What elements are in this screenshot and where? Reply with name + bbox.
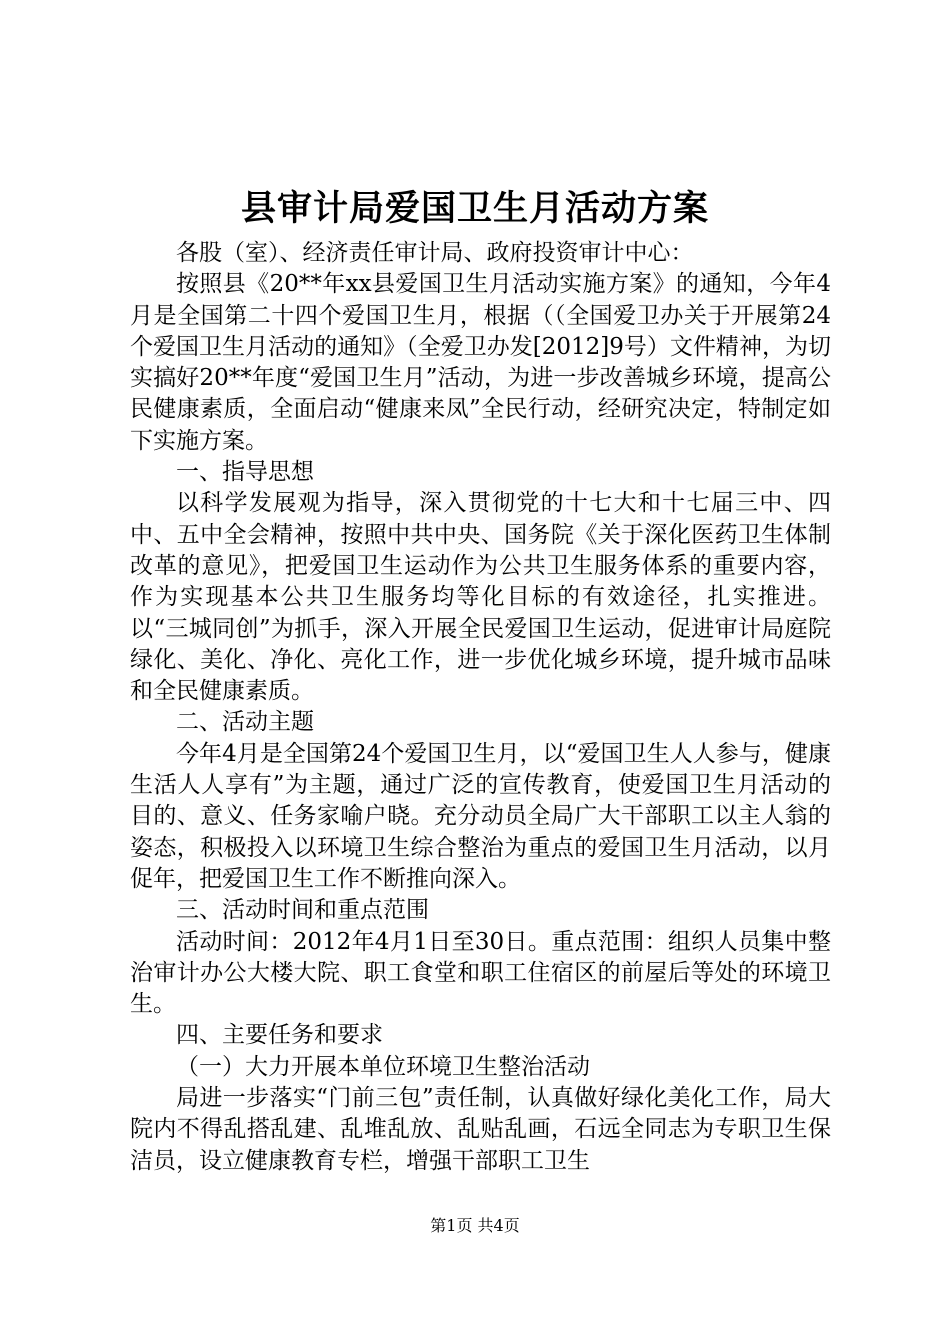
section-heading-4: 四、主要任务和要求 — [176, 1022, 383, 1049]
section-2-paragraph: 今年4月是全国第24个爱国卫生月，以“爱国卫生人人参与，健康生活人人享有”为主题，通过广泛的宣传教育，使爱国卫生月活动的目的、意义、任务家喻户晓。充分动员全局广大干部职工以主人翁的姿态，积极投入以环境卫生综合整治为重点的爱国卫生月活动，以月促年，把爱国卫生工作不断推向深入。 — [130, 740, 831, 892]
subsection-4-1-paragraph: 局进一步落实“门前三包”责任制，认真做好绿化美化工作，局大院内不得乱搭乱建、乱堆乱放、乱贴乱画，石远全同志为专职卫生保洁员，设立健康教育专栏，增强干部职工卫生 — [130, 1085, 831, 1174]
document-body — [130, 238, 831, 1177]
subsection-heading-4-1: （一）大力开展本单位环境卫生整治活动 — [176, 1053, 590, 1080]
section-1-paragraph: 以科学发展观为指导，深入贯彻党的十七大和十七届三中、四中、五中全会精神，按照中共中央、国务院《关于深化医药卫生体制改革的意见》，把爱国卫生运动作为公共卫生服务体系的重要内容，作为实现基本公共卫生服务均等化目标的有效途径，扎实推进。以“三城同创”为抓手，深入开展全民爱国卫生运动，促进审计局庭院绿化、美化、净化、亮化工作，进一步优化城乡环境，提升城市品味和全民健康素质。 — [130, 490, 831, 705]
intro-paragraph: 按照县《20**年xx县爱国卫生月活动实施方案》的通知，今年4月是全国第二十四个爱国卫生月，根据（（全国爱卫办关于开展第24个爱国卫生月活动的通知》（全爱卫办发[2012]9号）文件精神，为切实搞好20**年度“爱国卫生月”活动，为进一步改善城乡环境，提高公民健康素质，全面启动“健康来凤”全民行动，经研究决定，特制定如下实施方案。 — [130, 271, 831, 454]
document-title: 县审计局爱国卫生月活动方案 — [240, 188, 709, 229]
salutation: 各股（室）、经济责任审计局、政府投资审计中心： — [176, 240, 694, 266]
page-indicator: 第1页 共4页 — [430, 1216, 520, 1235]
section-heading-3: 三、活动时间和重点范围 — [176, 897, 429, 924]
section-heading-1: 一、指导思想 — [176, 459, 314, 486]
section-3-paragraph: 活动时间：2012年4月1日至30日。重点范围：组织人员集中整治审计办公大楼大院、职工食堂和职工住宿区的前屋后等处的环境卫生。 — [130, 928, 831, 1018]
section-heading-2: 二、活动主题 — [176, 709, 314, 736]
